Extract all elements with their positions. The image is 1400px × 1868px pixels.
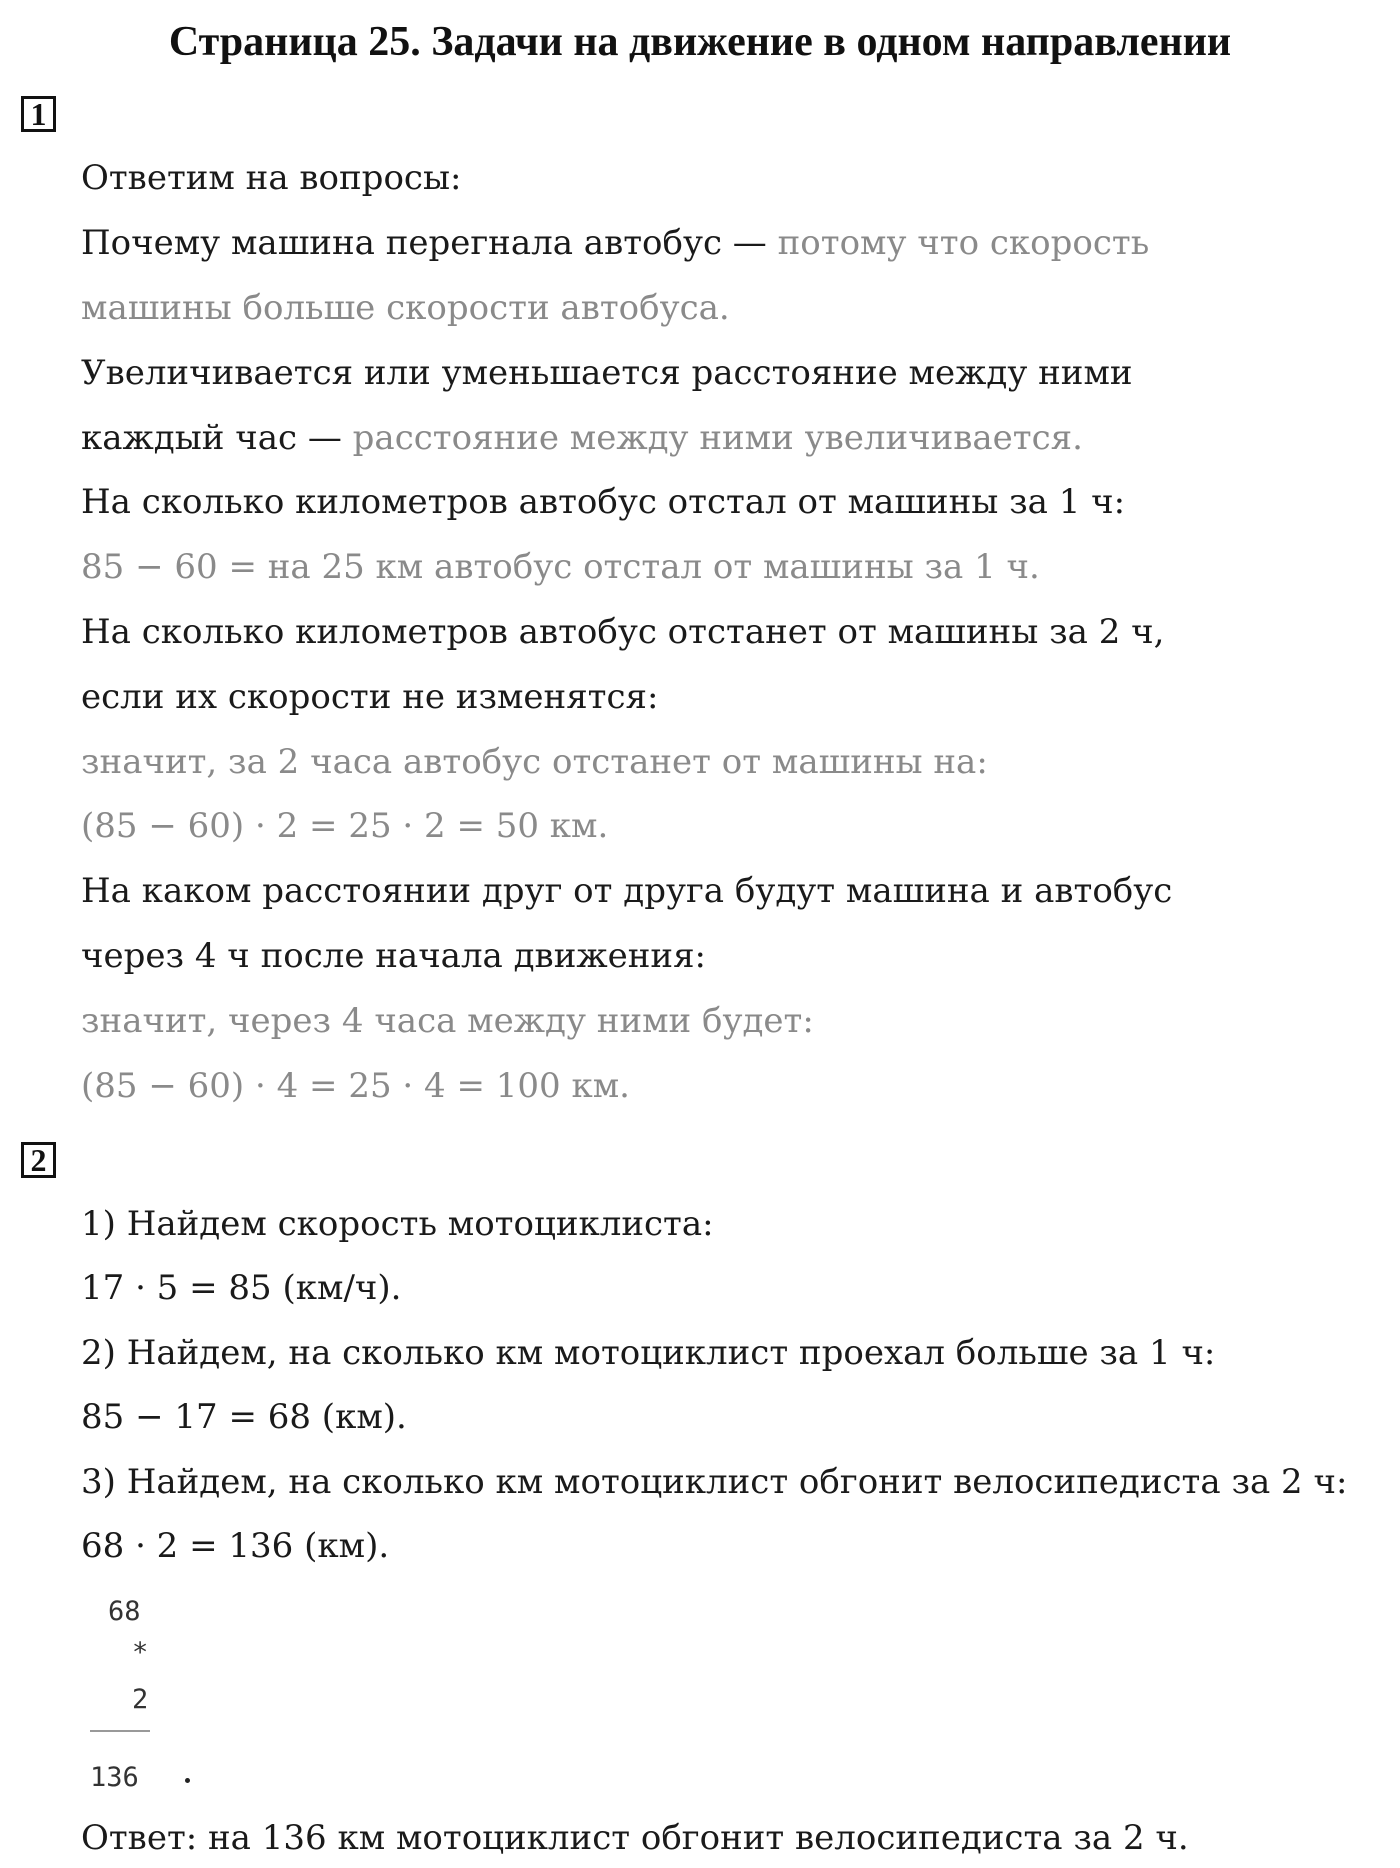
column-calc-multiplier: 2 — [132, 1684, 149, 1715]
column-calc-operator: * — [132, 1637, 149, 1668]
column-calc-rule — [90, 1730, 150, 1732]
task1-line: через 4 ч после начала движения: — [81, 936, 706, 976]
task1-line: если их скорости не изменятся: — [81, 677, 659, 717]
task1-line: Увеличивается или уменьшается расстояние между ними — [81, 353, 1133, 393]
task-number-1: 1 — [21, 96, 56, 132]
task-number-2: 2 — [21, 1142, 56, 1178]
task1-line: (85 − 60) · 4 = 25 · 4 = 100 км. — [81, 1066, 630, 1106]
task2-line: 85 − 17 = 68 (км). — [81, 1397, 407, 1437]
task1-line: Почему машина перегнала автобус — потому что скорость — [81, 223, 1150, 263]
column-calc-multiplicand: 68 — [108, 1596, 141, 1627]
task2-line: 3) Найдем, на сколько км мотоциклист обгонит велосипедиста за 2 ч: — [81, 1462, 1348, 1502]
task2-answer: Ответ: на 136 км мотоциклист обгонит велосипедиста за 2 ч. — [81, 1818, 1189, 1858]
task1-line: машины больше скорости автобуса. — [81, 288, 730, 328]
task1-line: На каком расстоянии друг от друга будут машина и автобус — [81, 871, 1173, 911]
task2-line: 1) Найдем скорость мотоциклиста: — [81, 1204, 714, 1244]
task1-line: 85 − 60 = на 25 км автобус отстал от машины за 1 ч. — [81, 547, 1040, 587]
period-dot — [185, 1778, 190, 1783]
task1-line: На сколько километров автобус отстанет от машины за 2 ч, — [81, 612, 1165, 652]
task1-line: Ответим на вопросы: — [81, 158, 462, 198]
column-calc-result: 136 — [90, 1762, 139, 1793]
task2-line: 2) Найдем, на сколько км мотоциклист проехал больше за 1 ч: — [81, 1333, 1216, 1373]
task1-line: На сколько километров автобус отстал от машины за 1 ч: — [81, 482, 1126, 522]
task1-line: значит, за 2 часа автобус отстанет от машины на: — [81, 742, 988, 782]
task1-line: (85 − 60) · 2 = 25 · 2 = 50 км. — [81, 806, 609, 846]
task2-line: 68 · 2 = 136 (км). — [81, 1526, 390, 1566]
task2-line: 17 · 5 = 85 (км/ч). — [81, 1268, 402, 1308]
page-title: Страница 25. Задачи на движение в одном направлении — [168, 19, 1232, 65]
task1-line: значит, через 4 часа между ними будет: — [81, 1001, 814, 1041]
task1-line: каждый час — расстояние между ними увеличивается. — [81, 418, 1083, 458]
